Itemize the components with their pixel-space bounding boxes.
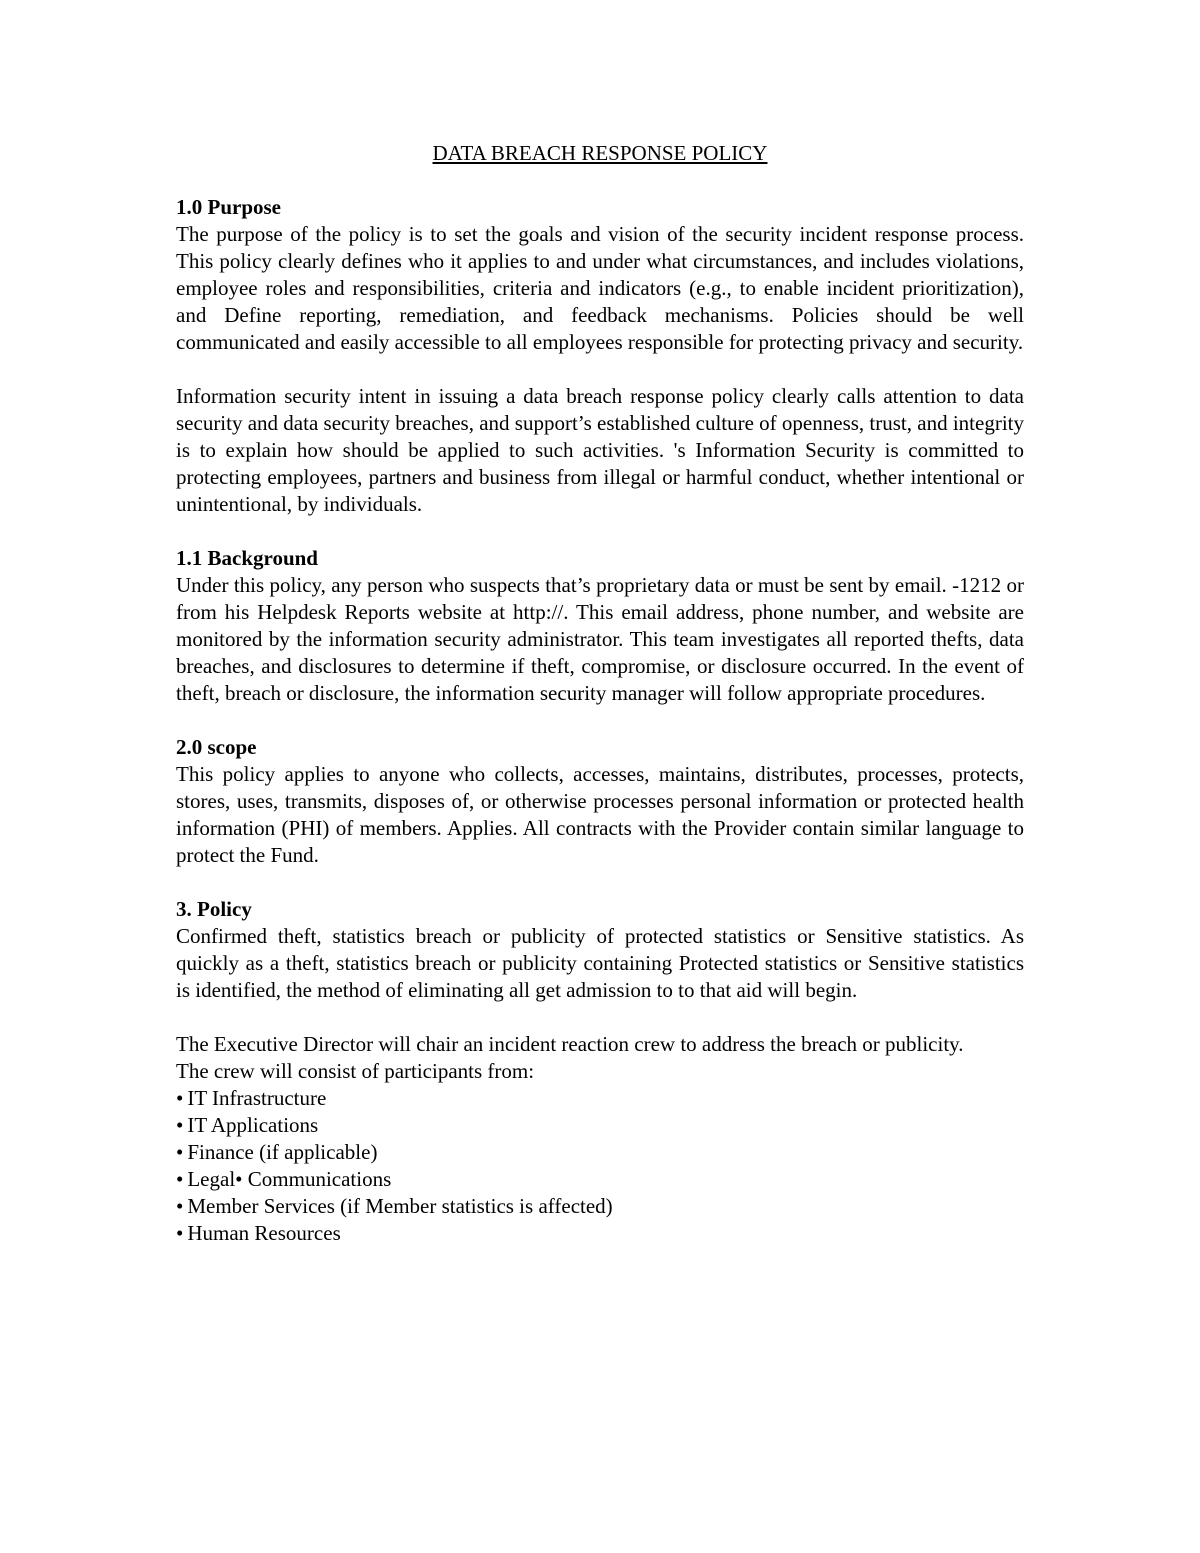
- policy-paragraph-1: Confirmed theft, statistics breach or publicity of protected statistics or Sensitive statistics. As quickly as a theft, statistics breach or publicity containing Protected statistics or Sensitive statistics is identified, the method of eliminating all get admission to to that aid will begin.: [176, 924, 1024, 1002]
- document-page: [176, 140, 1024, 1274]
- section-heading-policy: 3. Policy: [176, 897, 252, 921]
- policy-paragraph-3: The crew will consist of participants from:: [176, 1059, 535, 1083]
- list-item: [176, 1220, 1024, 1247]
- list-item: [176, 1166, 1024, 1193]
- background-paragraph-1: Under this policy, any person who suspects that’s proprietary data or must be sent by email. -1212 or from his Helpdesk Reports website at http://. This email address, phone number, and website are monitored by the information security administrator. This team investigates all reported thefts, data breaches, and disclosures to determine if theft, compromise, or disclosure occurred. In the event of theft, breach or disclosure, the information security manager will follow appropriate procedures.: [176, 573, 1024, 705]
- section-background: [176, 545, 1024, 707]
- purpose-paragraph-1: The purpose of the policy is to set the goals and vision of the security incident response process. This policy clearly defines who it applies to and under what circumstances, and includes violations, employee roles and responsibilities, criteria and indicators (e.g., to enable incident prioritization), and Define reporting, remediation, and feedback mechanisms. Policies should be well communicated and easily accessible to all employees responsible for protecting privacy and security.: [176, 222, 1024, 354]
- list-item: [176, 1139, 1024, 1166]
- team-members-list: [176, 1085, 1024, 1247]
- section-heading-purpose: 1.0 Purpose: [176, 195, 281, 219]
- scope-paragraph-1: This policy applies to anyone who collects, accesses, maintains, distributes, processes, protects, stores, uses, transmits, disposes of, or otherwise processes personal information or protected health information (PHI) of members. Applies. All contracts with the Provider contain similar language to protect the Fund.: [176, 762, 1024, 867]
- section-policy: [176, 896, 1024, 1247]
- list-item-text: Finance (if applicable): [187, 1140, 378, 1164]
- list-item: [176, 1112, 1024, 1139]
- bullet-icon: •: [176, 1086, 184, 1110]
- bullet-icon: •: [176, 1194, 184, 1218]
- list-item-text: IT Applications: [187, 1113, 319, 1137]
- list-item-text: IT Infrastructure: [187, 1086, 327, 1110]
- section-heading-background: 1.1 Background: [176, 546, 318, 570]
- list-item-text: Legal• Communications: [187, 1167, 392, 1191]
- purpose-paragraph-2: Information security intent in issuing a data breach response policy clearly calls attention to data security and data security breaches, and support’s established culture of openness, trust, and integrity is to explain how should be applied to such activities. 's Information Security is committed to protecting employees, partners and business from illegal or harmful conduct, whether intentional or unintentional, by individuals.: [176, 384, 1024, 516]
- list-item: [176, 1085, 1024, 1112]
- bullet-icon: •: [176, 1221, 184, 1245]
- section-purpose: [176, 194, 1024, 518]
- bullet-icon: •: [176, 1140, 184, 1164]
- list-item: [176, 1193, 1024, 1220]
- list-item-text: Member Services (if Member statistics is affected): [187, 1194, 613, 1218]
- section-scope: [176, 734, 1024, 869]
- section-heading-scope: 2.0 scope: [176, 735, 257, 759]
- bullet-icon: •: [176, 1113, 184, 1137]
- bullet-icon: •: [176, 1167, 184, 1191]
- list-item-text: Human Resources: [187, 1221, 341, 1245]
- document-title: DATA BREACH RESPONSE POLICY: [432, 141, 768, 165]
- policy-paragraph-2: The Executive Director will chair an incident reaction crew to address the breach or publicity.: [176, 1032, 964, 1056]
